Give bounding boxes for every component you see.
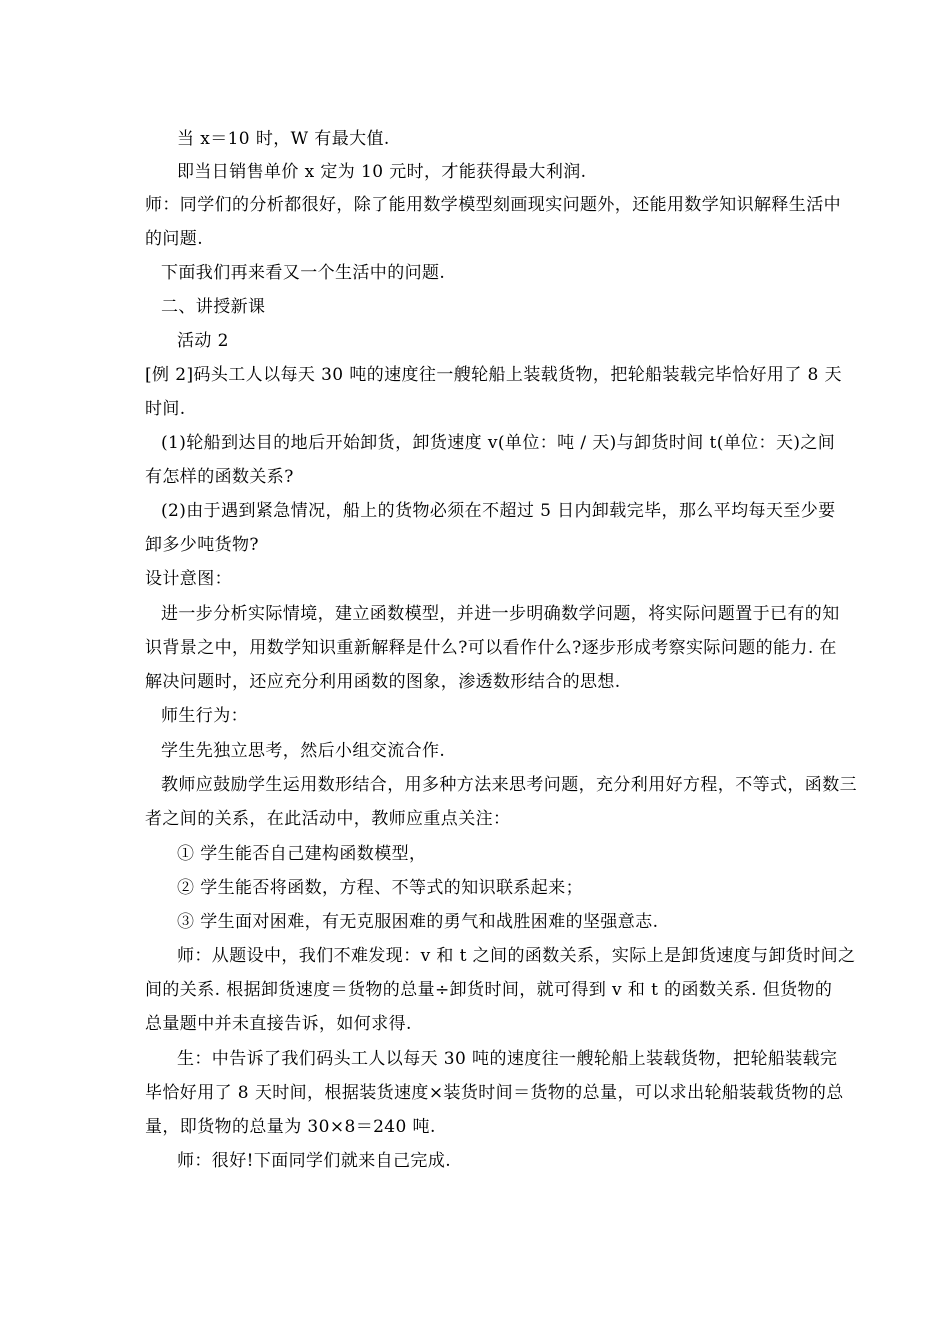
text-line: 者之间的关系，在此活动中，教师应重点关注： bbox=[145, 809, 511, 829]
text-line: 总量题中并未直接告诉，如何求得. bbox=[145, 1014, 412, 1034]
text-line: (2)由于遇到紧急情况，船上的货物必须在不超过 5 日内卸载完毕，那么平均每天至少要 bbox=[161, 501, 836, 521]
text-line: 设计意图： bbox=[145, 569, 232, 589]
activity-heading: 活动 2 bbox=[177, 331, 229, 351]
text-line: 下面我们再来看又一个生活中的问题. bbox=[161, 263, 446, 283]
text-line: 卸多少吨货物? bbox=[145, 535, 259, 555]
text-line: 间的关系. 根据卸货速度＝货物的总量÷卸货时间，就可得到 v 和 t 的函数关系. 但货物的 bbox=[145, 980, 833, 1000]
text-line: 学生先独立思考，然后小组交流合作. bbox=[161, 741, 446, 761]
text-line: (1)轮船到达目的地后开始卸货，卸货速度 v(单位：吨 / 天)与卸货时间 t(单位：天)之间 bbox=[161, 433, 836, 453]
text-line: 师生行为： bbox=[161, 706, 248, 726]
text-line: 教师应鼓励学生运用数形结合，用多种方法来思考问题，充分利用好方程，不等式，函数三 bbox=[161, 775, 857, 795]
section-heading: 二、讲授新课 bbox=[161, 297, 266, 317]
text-line: 识背景之中，用数学知识重新解释是什么?可以看作什么?逐步形成考察实际问题的能力. 在 bbox=[145, 638, 837, 658]
list-item: ② 学生能否将函数，方程、不等式的知识联系起来； bbox=[177, 878, 584, 898]
text-line: 师：很好!下面同学们就来自己完成. bbox=[177, 1151, 452, 1171]
text-line: 即当日销售单价 x 定为 10 元时，才能获得最大利润. bbox=[177, 162, 587, 182]
text-line: 进一步分析实际情境，建立函数模型，并进一步明确数学问题，将实际问题置于已有的知 bbox=[161, 604, 840, 624]
text-line: 师：从题设中，我们不难发现：v 和 t 之间的函数关系，实际上是卸货速度与卸货时间之 bbox=[177, 946, 856, 966]
text-line: 量，即货物的总量为 30×8＝240 吨. bbox=[145, 1117, 436, 1137]
list-item: ③ 学生面对困难，有无克服困难的勇气和战胜困难的坚强意志. bbox=[177, 912, 659, 932]
text-line: [例 2]码头工人以每天 30 吨的速度往一艘轮船上装载货物，把轮船装载完毕恰好用了 8 天 bbox=[145, 365, 842, 385]
text-line: 师：同学们的分析都很好，除了能用数学模型刻画现实问题外，还能用数学知识解释生活中 bbox=[145, 195, 841, 215]
text-line: 当 x＝10 时，W 有最大值. bbox=[177, 129, 390, 149]
text-line: 时间. bbox=[145, 399, 186, 419]
text-line: 有怎样的函数关系? bbox=[145, 467, 294, 487]
text-line: 生：中告诉了我们码头工人以每天 30 吨的速度往一艘轮船上装载货物，把轮船装载完 bbox=[177, 1049, 838, 1069]
text-line: 的问题. bbox=[145, 229, 204, 249]
text-line: 解决问题时，还应充分利用函数的图象，渗透数形结合的思想. bbox=[145, 672, 621, 692]
list-item: ① 学生能否自己建构函数模型， bbox=[177, 844, 427, 864]
text-line: 毕恰好用了 8 天时间，根据装货速度×装货时间＝货物的总量，可以求出轮船装载货物的总 bbox=[145, 1083, 844, 1103]
